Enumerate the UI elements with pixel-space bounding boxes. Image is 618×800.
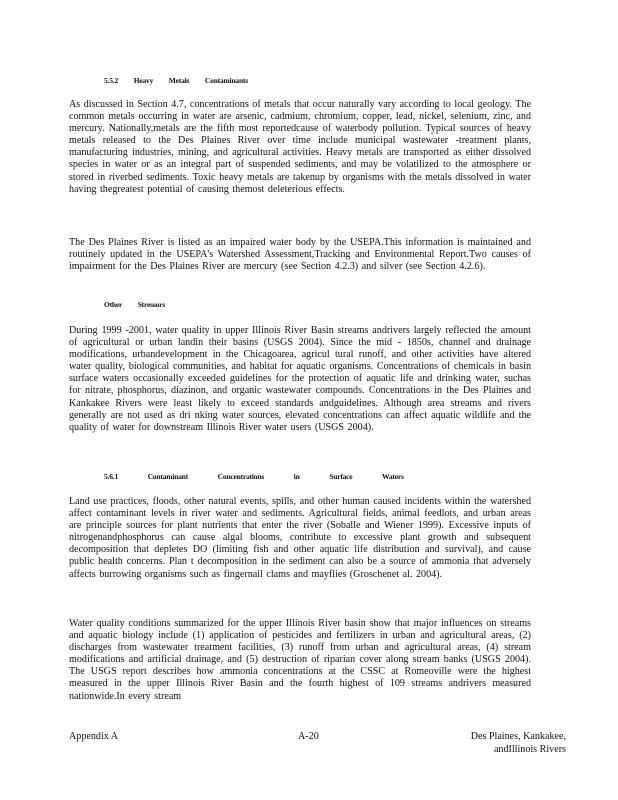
paragraph-water-quality: Water quality conditions summarized for the upper Illinois River basin show that major influences on streams and aquatic biology include (1) application of pesticides and fertilizers in urban and agricultural areas, (2) discharges from wastewater treatment facilities, (3) runoff from urban and agricultural areas, (4) stream modifications and artificial drainage, and (5) destruction of riparian cover along stream banks (USGS 2004). The USGS report describes how ammonia concentrations at the CSSC at Romeoville were the highest measured in the upper Illinois River Basin and the fourth highest of 109 streams andrivers measured nationwide.In every stream <box>69 618 531 702</box>
paragraph-land-use: Land use practices, floods, other natural events, spills, and other human caused incidents within the watershed affect contaminant levels in river water and sediments. Agricultural fields, animal feedlots, and urban areas are principle sources for plant nutrients that enter the river (Soballe and Wiener 1999). Excessive inputs of nitrogenandphosphorus can cause algal blooms, contribute to excessive plant growth and subsequent decomposition that depletes DO (limiting fish and other aquatic life distribution and survival), and cause public health concerns. Plan t decomposition in the sediment can also be a source of ammonia that adversely affects burrowing organisms such as fingernail clams and mayflies (Groschenet al. 2004). <box>69 496 531 580</box>
section-title: Heavy Metals Contaminants <box>133 76 248 85</box>
section-heading-other-stressors <box>104 300 165 309</box>
section-heading-heavy-metals <box>104 76 248 85</box>
footer-page-number: A-20 <box>298 731 319 742</box>
footer-appendix-label: Appendix A <box>69 731 119 742</box>
paragraph-heavy-metals: As discussed in Section 4.7, concentrations of metals that occur naturally vary according to local geology. The common metals occurring in water are arsenic, cadmium, chromium, copper, lead, nickel, selenium, zinc, and mercury. Nationally,metals are the fifth most reportedcause of waterbody pollution. Typical sources of heavy metals released to the Des Plaines River over time include municipal wastewater -treatment plants, manufacturing industries, mining, and agricultural activities. Heavy metals are transported as either dissolved species in water or as an integral part of suspended sediments, and may be volatilized to the atmosphere or stored in riverbed sediments. Toxic heavy metals are takenup by organisms with the metals dissolved in water having thegreatest potential of causing themost deleterious effects. <box>69 99 531 195</box>
section-number: 5.6.1 <box>104 472 119 481</box>
paragraph-other-stressors: During 1999 -2001, water quality in upper Illinois River Basin streams andrivers largely reflected the amount of agricultural or urban landin their basins (USGS 2004). Since the mid - 1850s, channel and drainage modifications, urbandevelopment in the Chicagoarea, agricul tural runoff, and other activities have altered water quality, biological communities, and habitat for aquatic organisms. Concentrations of chemicals in basin surface waters occasionally exceeded guidelines for the protection of aquatic life and drinking water, suchas for nitrate, phosphorus, diazinon, and organic wastewater compounds. Concentrations in the Des Plaines and Kankakee Rivers were least likely to exceed standards andguidelines. Although area streams and rivers generally are not used as dri nking water sources, elevated concentrations can affect aquatic wildlife and the quality of water for downstream Illinois River water users (USGS 2004). <box>69 325 531 433</box>
footer-title-line-2: andIllinois Rivers <box>493 743 566 755</box>
footer-document-title <box>420 731 566 756</box>
footer-title-line-1: Des Plaines, Kankakee, <box>470 731 566 742</box>
section-number: 5.5.2 <box>104 76 119 85</box>
section-title: Contaminant Concentrations in Surface Waters <box>147 472 404 481</box>
paragraph-impaired-water-body: The Des Plaines River is listed as an impaired water body by the USEPA.This information is maintained and routinely updated in the USEPA's Watershed Assessment,Tracking and Environmental Report.Two causes of impairment for the Des Plaines River are mercury (see Section 4.2.3) and silver (see Section 4.2.6). <box>69 237 531 273</box>
section-title: Other Stressors <box>104 300 165 309</box>
section-heading-contaminant-concentrations <box>104 472 404 481</box>
